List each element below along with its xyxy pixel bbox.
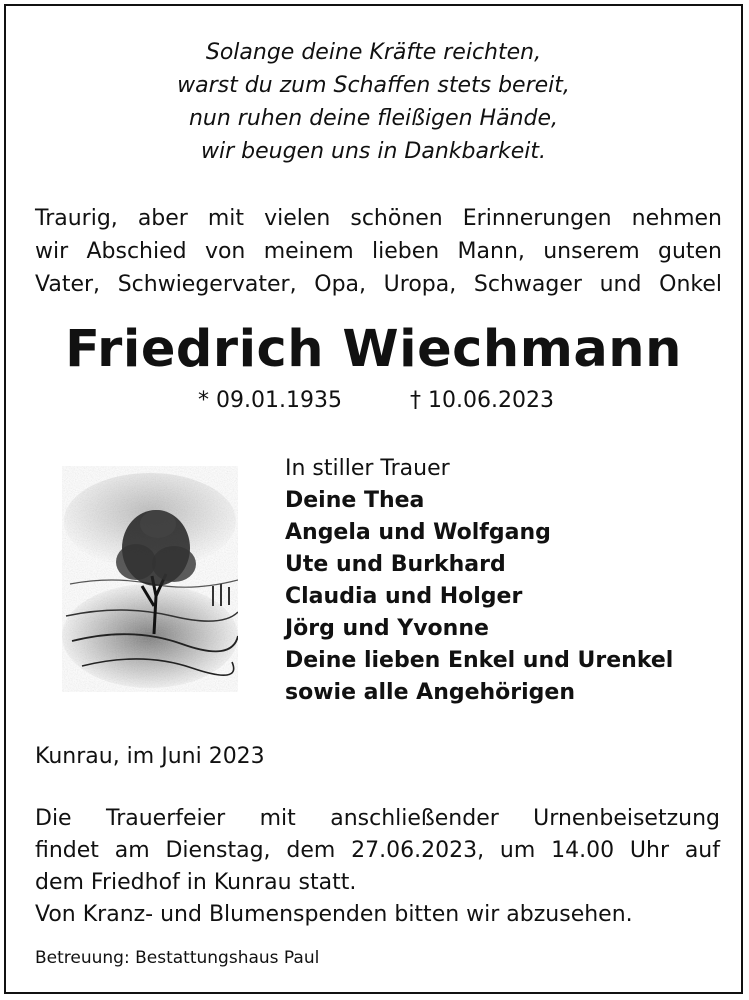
- funeral-line: Von Kranz- und Blumenspenden bitten wir abzusehen.: [35, 902, 633, 927]
- funeral-home-credit: Betreuung: Bestattungshaus Paul: [35, 948, 320, 968]
- mourner-name: Deine Thea: [285, 488, 425, 513]
- birth-date: * 09.01.1935: [198, 388, 342, 413]
- intro-line: Traurig, aber mit vielen schönen Erinnerungen nehmen: [35, 206, 722, 231]
- place-date: Kunrau, im Juni 2023: [35, 744, 265, 769]
- funeral-line: dem Friedhof in Kunrau statt.: [35, 870, 357, 895]
- mourner-name: Jörg und Yvonne: [285, 616, 489, 641]
- deceased-name: Friedrich Wiechmann: [65, 320, 682, 379]
- mourning-intro: In stiller Trauer: [285, 456, 450, 481]
- intro-text: [35, 202, 722, 301]
- mourner-name: Deine lieben Enkel und Urenkel: [285, 648, 674, 673]
- poem-line: warst du zum Schaffen stets bereit,: [177, 73, 570, 98]
- intro-line: Vater, Schwiegervater, Opa, Uropa, Schwager und Onkel: [35, 272, 722, 297]
- poem-line: nun ruhen deine fleißigen Hände,: [188, 106, 559, 131]
- funeral-line: findet am Dienstag, dem 27.06.2023, um 14.00 Uhr auf: [35, 838, 720, 863]
- poem-line: wir beugen uns in Dankbarkeit.: [200, 139, 547, 164]
- mourners-list: [285, 453, 725, 709]
- poem: [6, 36, 741, 168]
- tree-landscape-icon: [62, 466, 238, 692]
- mourner-name: Angela und Wolfgang: [285, 520, 551, 545]
- poem-line: Solange deine Kräfte reichten,: [205, 40, 542, 65]
- funeral-info: [35, 803, 720, 931]
- mourner-name: sowie alle Angehörigen: [285, 680, 576, 705]
- death-date: † 10.06.2023: [410, 388, 554, 413]
- intro-line: wir Abschied von meinem lieben Mann, unserem guten: [35, 239, 722, 264]
- funeral-line: Die Trauerfeier mit anschließender Urnenbeisetzung: [35, 806, 720, 831]
- mourner-name: Ute und Burkhard: [285, 552, 506, 577]
- life-dates: [6, 386, 741, 416]
- mourner-name: Claudia und Holger: [285, 584, 523, 609]
- obituary-notice: [4, 4, 743, 994]
